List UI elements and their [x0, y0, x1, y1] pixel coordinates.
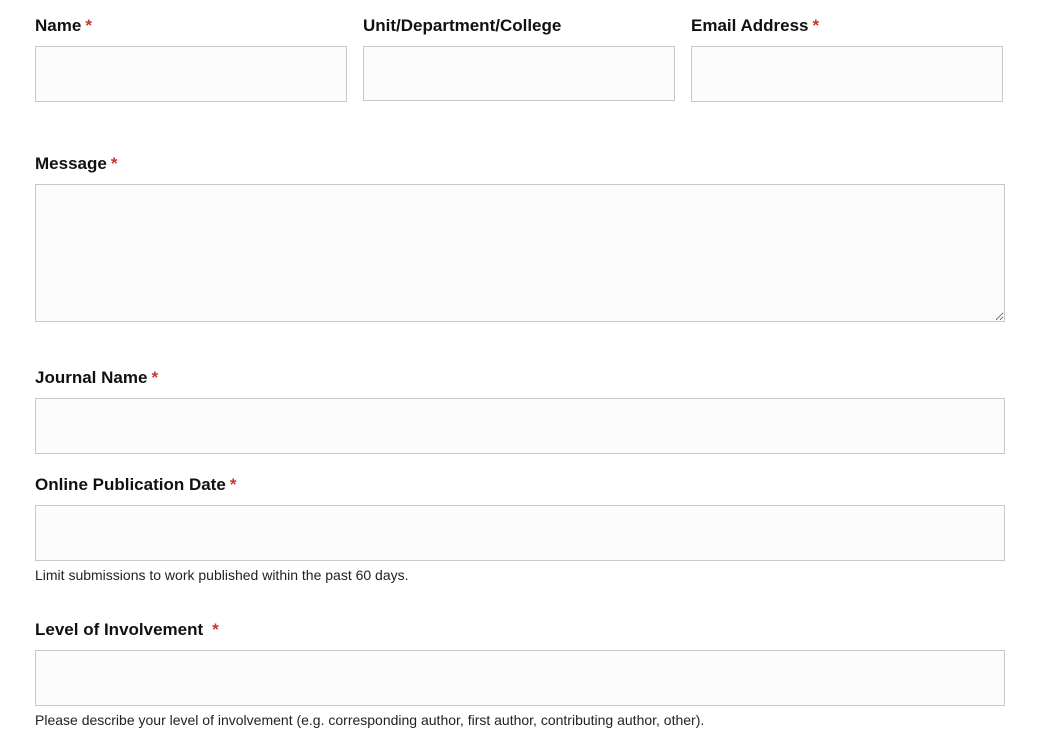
required-asterisk: * — [812, 16, 820, 35]
journal-label-text: Journal Name — [35, 368, 148, 387]
message-textarea[interactable] — [35, 184, 1005, 322]
message-label-text: Message — [35, 154, 107, 173]
pubdate-input[interactable] — [35, 505, 1005, 561]
journal-input[interactable] — [35, 398, 1005, 454]
involvement-label — [35, 620, 1005, 640]
required-asterisk: * — [85, 16, 92, 35]
unit-label-text: Unit/Department/College — [363, 16, 562, 35]
email-field-group — [691, 0, 1003, 102]
pubdate-help-text: Limit submissions to work published within the past 60 days. — [35, 567, 409, 583]
journal-field-group — [35, 352, 1005, 454]
publication-submission-form — [35, 0, 1005, 729]
name-label — [35, 16, 347, 36]
required-asterisk: * — [110, 154, 118, 173]
name-input[interactable] — [35, 46, 347, 102]
involvement-label-text: Level of Involvement — [35, 620, 204, 639]
journal-label — [35, 368, 1005, 388]
unit-field-group — [363, 0, 675, 102]
pubdate-field-group — [35, 459, 1005, 584]
name-label-text: Name — [35, 16, 82, 35]
contact-row — [35, 0, 1005, 102]
involvement-help-text: Please describe your level of involvement (e.g. corresponding author, first author, contributing author, other). — [35, 712, 705, 728]
email-input[interactable] — [691, 46, 1003, 102]
message-field-group — [35, 138, 1005, 322]
pubdate-label-text: Online Publication Date — [35, 475, 226, 494]
email-label-text: Email Address — [691, 16, 809, 35]
name-field-group — [35, 0, 347, 102]
pubdate-label — [35, 475, 1005, 495]
involvement-field-group — [35, 604, 1005, 729]
message-label — [35, 154, 1005, 174]
required-asterisk: * — [229, 475, 237, 494]
unit-label — [363, 16, 675, 36]
email-label — [691, 16, 1003, 36]
involvement-input[interactable] — [35, 650, 1005, 706]
unit-input[interactable] — [363, 46, 675, 101]
required-asterisk: * — [151, 368, 159, 387]
required-asterisk: * — [212, 620, 219, 639]
